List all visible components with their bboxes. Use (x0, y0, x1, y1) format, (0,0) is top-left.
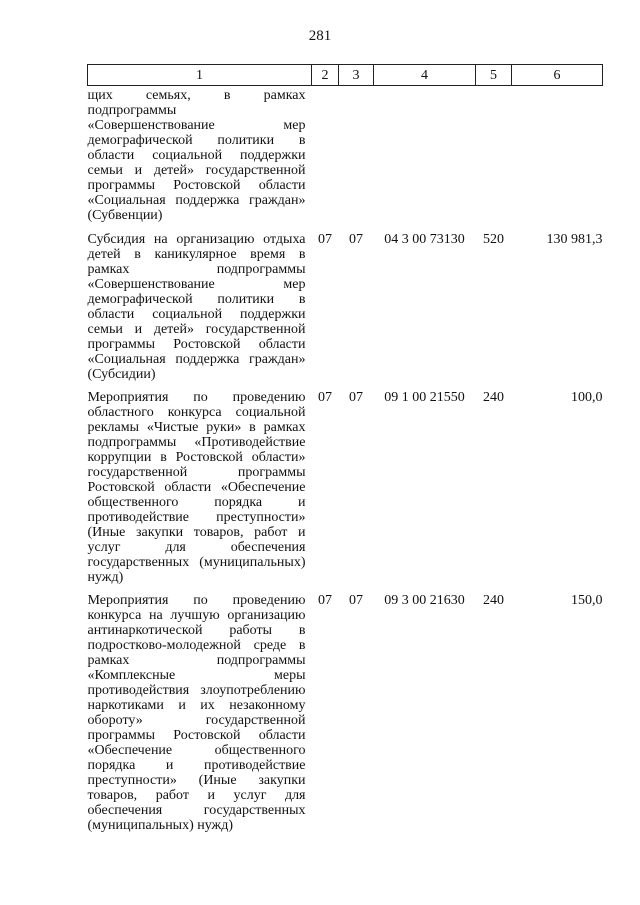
row-description: Мероприятия по проведению областного конкурса социальной рекламы «Чистые руки» в рамках подпрограммы «Противодействие коррупции в Ростовской области» государственной программы Ростовской области «Обеспечение общественного порядка и противодействие преступности» (Иные закупки товаров, работ и услуг для обеспечения государственных (муниципальных) нужд) (87, 390, 306, 585)
amount-value: 150,0 (571, 593, 603, 608)
target-article-code (374, 86, 476, 232)
subsection-code: 07 (349, 390, 363, 405)
column-header: 6 (512, 65, 603, 86)
target-article-code: 04 3 00 73130 (384, 232, 465, 247)
row-description: Субсидия на организацию отдыха детей в каникулярное время в рамках подпрограммы «Совершенствование мер демографической политики в области социальной поддержки семьи и детей» государственной программы Ростовской области «Социальная поддержка граждан» (Субсидии) (87, 232, 306, 382)
subsection-code: 07 (349, 593, 363, 608)
table-header-row (88, 65, 603, 86)
subsection-code: 07 (349, 232, 363, 247)
expense-type-code (476, 86, 512, 232)
column-header: 1 (88, 65, 312, 86)
table-row (88, 231, 603, 389)
expense-type-code: 520 (483, 232, 504, 247)
amount-value: 130 981,3 (546, 232, 603, 247)
column-header: 4 (374, 65, 476, 86)
budget-table (87, 64, 603, 840)
expense-type-code: 240 (483, 390, 504, 405)
row-description: Мероприятия по проведению конкурса на лучшую организацию антинаркотической работы в подростково-молодежной среде в рамках подпрограммы «Комплексные меры противодействия злоупотреблению наркотиками и их незаконному обороту» государственной программы Ростовской области «Обеспечение общественного порядка и противодействие преступности» (Иные закупки товаров, работ и услуг для обеспечения государственных (муниципальных) нужд) (87, 593, 306, 833)
section-code: 07 (318, 593, 332, 608)
target-article-code: 09 1 00 21550 (384, 390, 465, 405)
section-code (312, 86, 339, 232)
amount-value: 100,0 (571, 390, 603, 405)
table-row (88, 389, 603, 592)
column-header: 5 (476, 65, 512, 86)
row-description: щих семьях, в рамках подпрограммы «Совершенствование мер демографической политики в области социальной поддержки семьи и детей» государственной программы Ростовской области «Социальная поддержка граждан» (Субвенции) (87, 88, 306, 223)
page-number: 281 (308, 28, 332, 44)
table-row (88, 86, 603, 232)
target-article-code: 09 3 00 21630 (384, 593, 465, 608)
section-code: 07 (318, 390, 332, 405)
table-row (88, 592, 603, 840)
expense-type-code: 240 (483, 593, 504, 608)
column-header: 3 (339, 65, 374, 86)
section-code: 07 (318, 232, 332, 247)
subsection-code (339, 86, 374, 232)
column-header: 2 (312, 65, 339, 86)
amount-value (512, 86, 603, 232)
